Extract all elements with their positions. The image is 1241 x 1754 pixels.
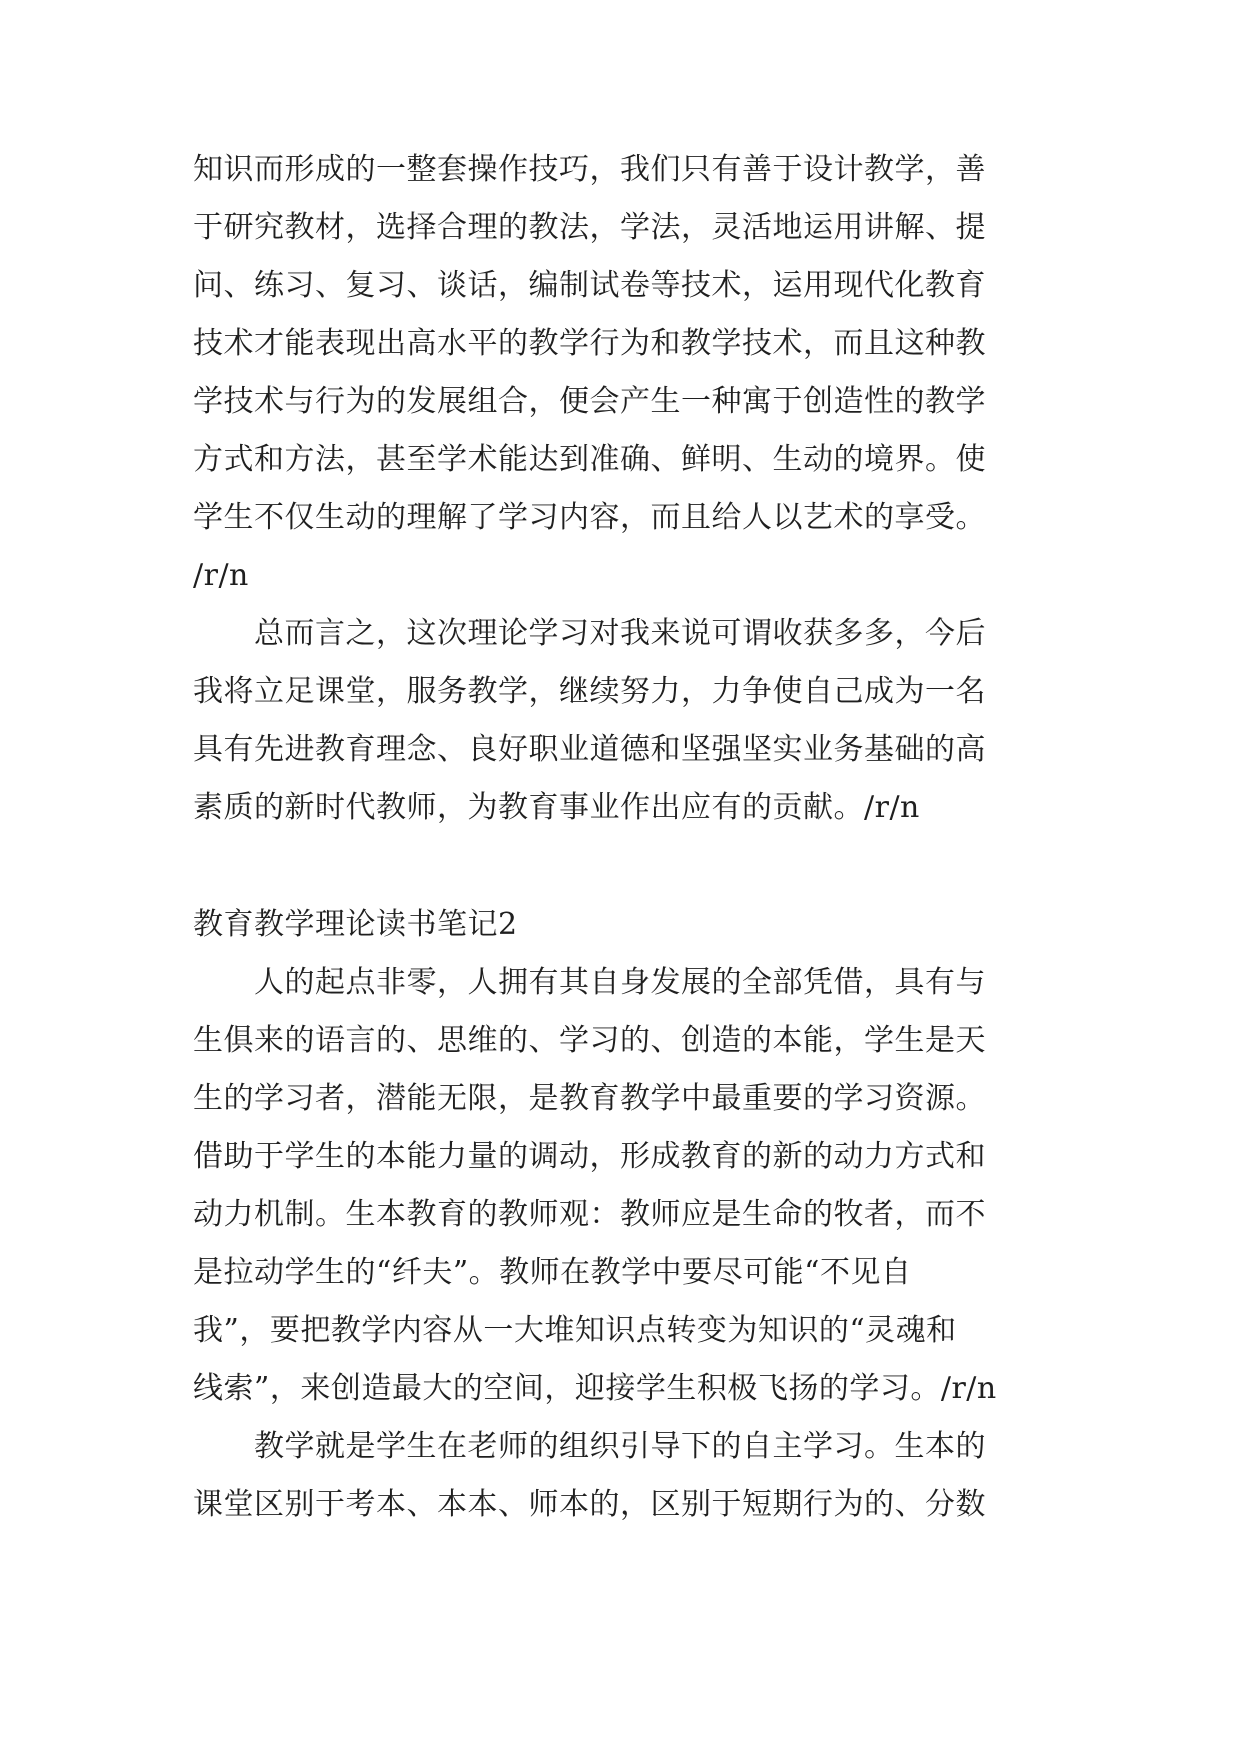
text-line: 问、练习、复习、谈话，编制试卷等技术，运用现代化教育 (193, 268, 986, 303)
section-heading: 教育教学理论读书笔记2 (193, 907, 518, 942)
text-line: 方式和方法，甚至学术能达到准确、鲜明、生动的境界。使 (193, 442, 986, 477)
text-line: 生俱来的语言的、思维的、学习的、创造的本能，学生是天 (193, 1023, 986, 1058)
text-line: 技术才能表现出高水平的教学行为和教学技术，而且这种教 (193, 326, 986, 361)
text-line: /r/n (193, 558, 249, 593)
paragraph-first-line: 教学就是学生在老师的组织引导下的自主学习。生本的 (254, 1429, 986, 1464)
text-line: 我将立足课堂，服务教学，继续努力，力争使自己成为一名 (193, 674, 986, 709)
text-line: 课堂区别于考本、本本、师本的，区别于短期行为的、分数 (193, 1487, 986, 1522)
paragraph-first-line: 总而言之，这次理论学习对我来说可谓收获多多，今后 (254, 616, 986, 651)
text-line: 是拉动学生的“纤夫”。教师在教学中要尽可能“不见自 (193, 1255, 912, 1290)
text-line: 线索”，来创造最大的空间，迎接学生积极飞扬的学习。/r/n (193, 1371, 997, 1406)
text-line: 素质的新时代教师，为教育事业作出应有的贡献。/r/n (193, 790, 920, 825)
text-line: 知识而形成的一整套操作技巧，我们只有善于设计教学，善 (193, 152, 986, 187)
text-line: 于研究教材，选择合理的教法，学法，灵活地运用讲解、提 (193, 210, 986, 245)
paragraph-first-line: 人的起点非零，人拥有其自身发展的全部凭借，具有与 (254, 965, 986, 1000)
text-line: 具有先进教育理念、良好职业道德和坚强坚实业务基础的高 (193, 732, 986, 767)
text-line: 生的学习者，潜能无限，是教育教学中最重要的学习资源。 (193, 1081, 986, 1116)
text-line: 学生不仅生动的理解了学习内容，而且给人以艺术的享受。 (193, 500, 986, 535)
text-line: 动力机制。生本教育的教师观：教师应是生命的牧者，而不 (193, 1197, 986, 1232)
text-line: 我”，要把教学内容从一大堆知识点转变为知识的“灵魂和 (193, 1313, 957, 1348)
text-line: 借助于学生的本能力量的调动，形成教育的新的动力方式和 (193, 1139, 986, 1174)
text-line: 学技术与行为的发展组合，便会产生一种寓于创造性的教学 (193, 384, 986, 419)
